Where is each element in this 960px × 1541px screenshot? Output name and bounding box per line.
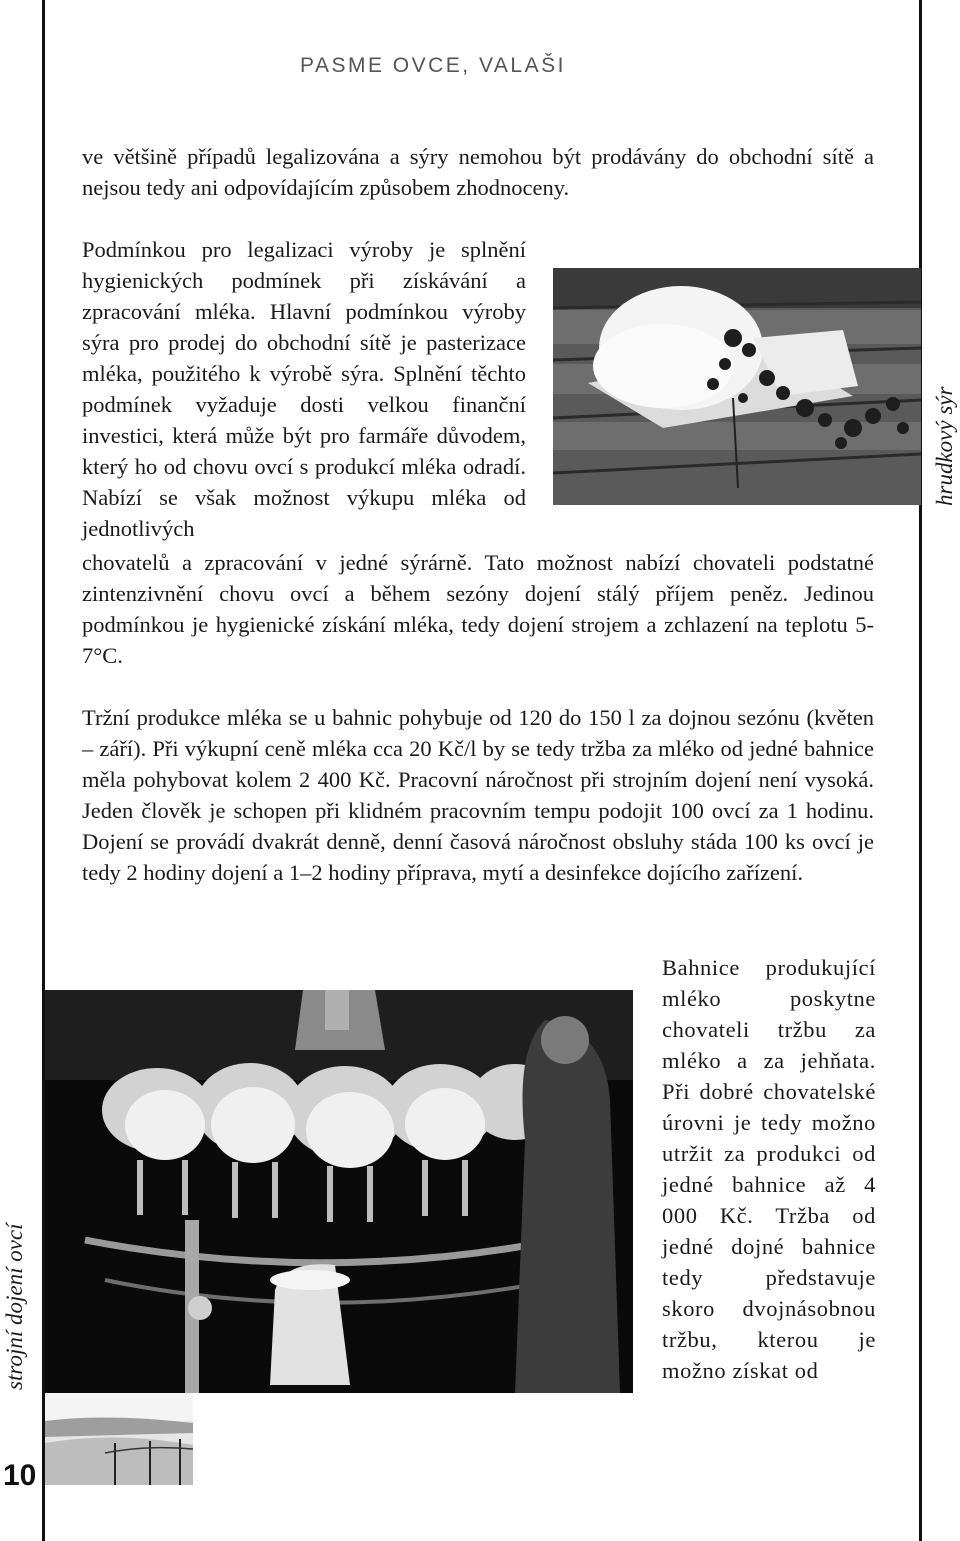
cheese-photo <box>553 268 921 505</box>
field-photo <box>45 1393 193 1485</box>
right-border-rule <box>919 0 922 1541</box>
side-label-milking: strojní dojení ovcí <box>2 1223 27 1390</box>
paragraph-2-wrapped: Podmínkou pro legalizaci výroby je splnění hygienických podmínek při získávání a zpracování mléka. Hlavní podmínkou výroby sýra pro prodej do obchodní sítě je pasterizace mléka, použitého k výrobě sýra. Splnění těchto podmínek vyžaduje dosti velkou finanční investici, která může být pro farmáře důvodem, který ho od chovu ovcí s produkcí mléka odradí. Nabízí se však možnost výkupu mléka od jednotlivých <box>82 237 526 541</box>
paragraph-4-sidebar: Bahnice produkující mléko poskytne chovateli tržbu za mléko a za jehňata. Při dobré chovatelské úrovni je tedy možno utržit za produkci od jedné bahnice až 4 000 Kč. Tržba od jedné dojné bahnice tedy představuje skoro dvojnásobnou tržbu, kterou je možno získat od <box>662 955 876 1383</box>
running-header: PASME OVCE, VALAŠI <box>300 54 566 77</box>
paragraph-3: Tržní produkce mléka se u bahnic pohybuje od 120 do 150 l za dojnou sezónu (květen – září). Při výkupní ceně mléka cca 20 Kč/l by se tedy tržba za mléko od jedné bahnice měla pohybovat kolem 2 400 Kč. Pracovní náročnost při strojním dojení není vysoká. Jeden člověk je schopen při klidném pracovním tempu podojit 100 ovcí za 1 hodinu. Dojení se provádí dvakrát denně, denní časová náročnost obsluhy stáda 100 ks ovcí je tedy 2 hodiny dojení a 1–2 hodiny příprava, mytí a desinfekce dojícího zařízení. <box>82 705 874 885</box>
paragraph-2-continued: chovatelů a zpracování v jedné sýrárně. Tato možnost nabízí chovateli podstatné zintenzivnění chovu ovcí a během sezóny dojení stálý příjem peněz. Jedinou podmínkou je hygienické získání mléka, tedy dojení strojem a zchlazení na teplotu 5-7°C. <box>82 550 874 668</box>
page-number: 10 <box>3 1459 37 1492</box>
paragraph-1: ve většině případů legalizována a sýry nemohou být prodávány do obchodní sítě a nejsou tedy ani odpovídajícím způsobem zhodnoceny. <box>82 144 874 200</box>
milking-photo <box>45 990 633 1393</box>
side-label-cheese: hrudkový sýr <box>932 386 957 506</box>
